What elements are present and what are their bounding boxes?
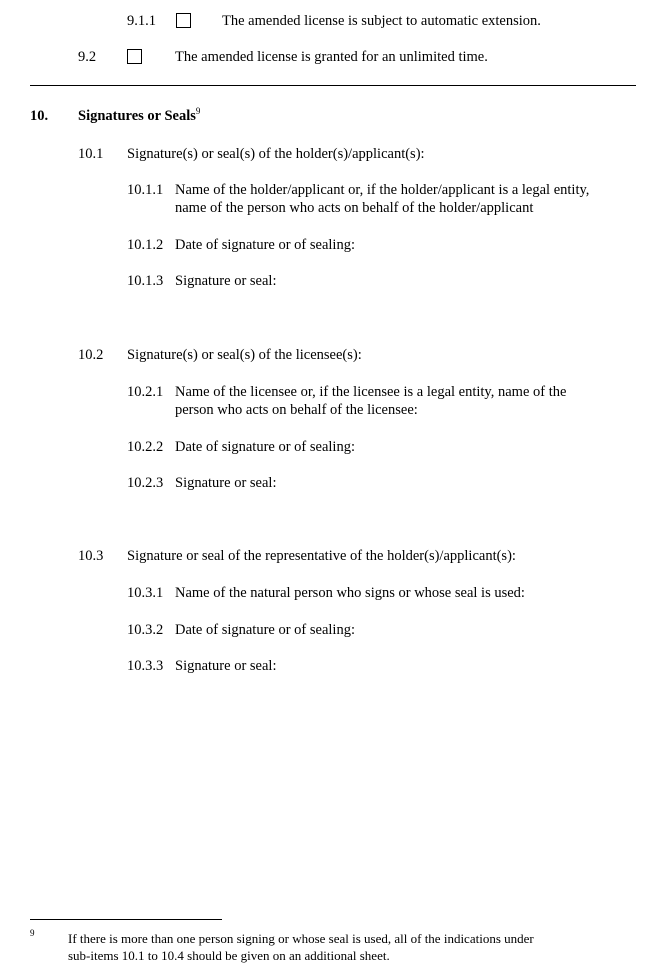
item-text-9-1-1: The amended license is subject to automatic extension. <box>222 13 541 29</box>
section-number-10: 10. <box>30 108 49 124</box>
item-number-10-2: 10.2 <box>78 347 104 363</box>
item-text-9-2: The amended license is granted for an unlimited time. <box>175 49 488 65</box>
footnote-text-line2: sub-items 10.1 to 10.4 should be given on an additional sheet. <box>68 948 390 963</box>
section-divider <box>30 85 636 86</box>
item-text-10-2-3: Signature or seal: <box>175 475 277 491</box>
item-number-10-3: 10.3 <box>78 548 104 564</box>
item-number-10-3-3: 10.3.3 <box>127 658 164 674</box>
checkbox-9-2[interactable] <box>127 49 142 64</box>
item-number-10-1-1: 10.1.1 <box>127 182 164 198</box>
item-number-9-1-1: 9.1.1 <box>127 13 156 29</box>
item-number-10-3-1: 10.3.1 <box>127 585 164 601</box>
footnote-reference: 9 <box>195 106 201 117</box>
item-text-10-3-2: Date of signature or of sealing: <box>175 622 355 638</box>
item-number-10-2-2: 10.2.2 <box>127 439 164 455</box>
item-text-10-3: Signature or seal of the representative of the holder(s)/applicant(s): <box>127 548 516 564</box>
section-title <box>78 107 200 125</box>
item-number-10-1-3: 10.1.3 <box>127 273 164 289</box>
footnote-text-line1: If there is more than one person signing or whose seal is used, all of the indications under <box>68 931 534 946</box>
section-title-text: Signatures or Seals <box>78 108 196 124</box>
item-number-9-2: 9.2 <box>78 49 97 65</box>
item-number-10-3-2: 10.3.2 <box>127 622 164 638</box>
item-text-10-1: Signature(s) or seal(s) of the holder(s)/applicant(s): <box>127 146 425 162</box>
item-text-10-3-1: Name of the natural person who signs or whose seal is used: <box>175 585 525 601</box>
checkbox-9-1-1[interactable] <box>176 13 191 28</box>
item-text-10-2-1-line1: Name of the licensee or, if the licensee is a legal entity, name of the <box>175 384 567 400</box>
item-number-10-1-2: 10.1.2 <box>127 237 164 253</box>
footnote-separator <box>30 919 222 920</box>
item-text-10-1-2: Date of signature or of sealing: <box>175 237 355 253</box>
item-text-10-1-1-line1: Name of the holder/applicant or, if the holder/applicant is a legal entity, <box>175 182 590 198</box>
footnote-number: 9 <box>30 928 35 938</box>
item-number-10-1: 10.1 <box>78 146 104 162</box>
item-text-10-1-1-line2: name of the person who acts on behalf of the holder/applicant <box>175 200 534 216</box>
item-text-10-2-2: Date of signature or of sealing: <box>175 439 355 455</box>
item-number-10-2-1: 10.2.1 <box>127 384 164 400</box>
item-text-10-3-3: Signature or seal: <box>175 658 277 674</box>
item-number-10-2-3: 10.2.3 <box>127 475 164 491</box>
item-text-10-2-1-line2: person who acts on behalf of the licensee: <box>175 402 418 418</box>
item-text-10-2: Signature(s) or seal(s) of the licensee(s): <box>127 347 362 363</box>
item-text-10-1-3: Signature or seal: <box>175 273 277 289</box>
